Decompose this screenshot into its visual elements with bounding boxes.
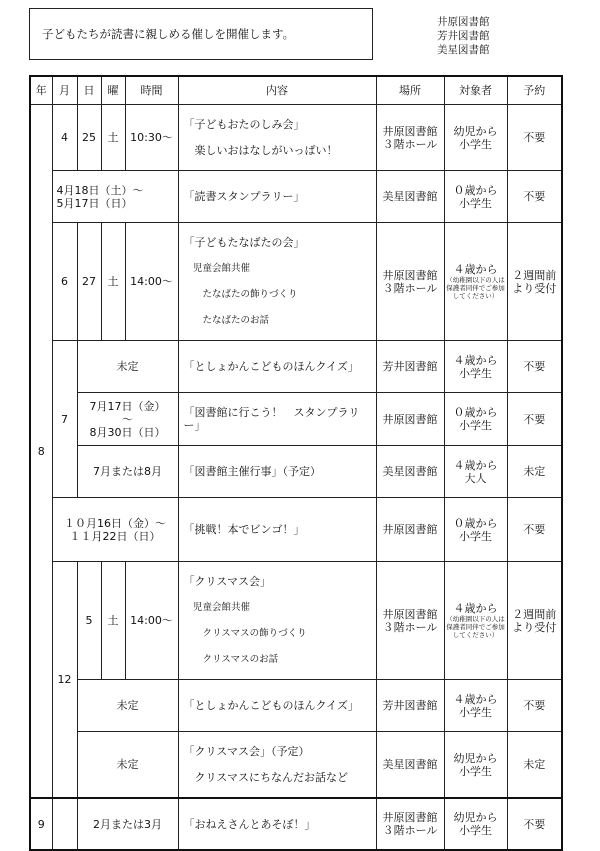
target-cell: ０歳から 小学生 [444,171,507,223]
month-cell: 7 [52,341,77,498]
table-row [30,223,562,341]
table-row [30,680,562,732]
content-line: たなばたの飾りづくり [183,289,298,300]
date-cell: １０月16日（金）～ １１月22日（日） [52,498,178,562]
header-target: 対象者 [444,76,507,105]
content-line: クリスマスのお話 [183,654,279,665]
month-cell: 6 [52,223,77,341]
content-line: 児童会館共催 [183,263,251,274]
header-weekday: 曜 [101,76,125,105]
time-cell: 14:00～ [125,223,178,341]
content-cell [178,732,376,799]
header-content: 内容 [178,76,376,105]
content-cell [178,798,376,850]
target-cell: ０歳から 小学生 [444,498,507,562]
place-cell: 美星図書館 [376,171,444,223]
date-cell: 7月または8月 [77,446,178,498]
target-cell [444,223,507,341]
content-line: 「としょかんこどものほんクイズ」 [183,699,359,712]
target-cell: 幼児から 小学生 [444,798,507,850]
content-line: 「クリスマス会」（予定） [183,745,310,758]
place-cell: 井原図書館 [376,498,444,562]
content-line: 「クリスマス会」 [183,575,272,588]
date-cell: 7月17日（金） ～ 8月30日（日） [77,393,178,446]
day-cell: 5 [77,562,101,680]
reserve-cell: 未定 [507,446,562,498]
table-row [30,562,562,680]
intro-text: 子どもたちが読書に親しめる催しを開催します。 [42,27,295,41]
table-row [30,798,562,850]
year-cell: 9 [30,798,52,850]
intro-box [29,8,373,60]
content-line: 「としょかんこどものほんクイズ」 [183,360,359,373]
table-row [30,341,562,393]
place-cell: 芳井図書館 [376,680,444,732]
reserve-cell: ２週間前 より受付 [507,223,562,341]
target-note: （幼稚園以下の人は保護者同伴でご参加してください） [446,276,505,300]
target-cell: 幼児から 小学生 [444,732,507,799]
header-row [30,76,562,105]
reserve-cell: 不要 [507,798,562,850]
content-line: 「子どもたなばたの会」 [183,236,305,249]
content-line: 「読書スタンプラリー」 [183,190,305,203]
place-cell: 美星図書館 [376,446,444,498]
content-cell [178,223,376,341]
target-text: ４歳から [453,263,498,276]
content-cell [178,446,376,498]
target-cell [444,562,507,680]
header-time: 時間 [125,76,178,105]
time-cell: 14:00～ [125,562,178,680]
header-place: 場所 [376,76,444,105]
place-cell: 芳井図書館 [376,341,444,393]
date-cell: 未定 [77,341,178,393]
target-cell: 幼児から 小学生 [444,105,507,171]
date-cell: 未定 [77,732,178,799]
table-row [30,393,562,446]
header-reserve: 予約 [507,76,562,105]
content-line: 「おねえさんとあそぼ！」 [183,817,316,831]
date-cell: 未定 [77,680,178,732]
table-row [30,498,562,562]
weekday-cell: 土 [101,223,125,341]
content-line: 児童会館共催 [183,602,251,613]
table-row [30,105,562,171]
content-cell [178,341,376,393]
reserve-cell: 不要 [507,105,562,171]
reserve-cell: 不要 [507,680,562,732]
target-cell: ０歳から 小学生 [444,393,507,446]
header-year: 年 [30,76,52,105]
content-line: 「図書館主催行事」（予定） [183,465,321,478]
header-month: 月 [52,76,77,105]
target-cell: ４歳から 小学生 [444,680,507,732]
content-line: たなばたのお話 [183,315,270,326]
content-cell [178,105,376,171]
content-cell [178,171,376,223]
month-cell: 12 [52,562,77,799]
table-row [30,732,562,799]
day-cell: 27 [77,223,101,341]
place-cell: 井原図書館 ３階ホール [376,105,444,171]
content-cell [178,680,376,732]
place-cell: 井原図書館 ３階ホール [376,798,444,850]
date-cell: 2月または3月 [77,798,178,850]
table-row [30,171,562,223]
content-cell [178,393,376,446]
content-line: 「挑戦！本でビンゴ！」 [183,523,305,536]
date-cell: 4月18日（土）～ 5月17日（日） [52,171,178,223]
weekday-cell: 土 [101,562,125,680]
day-cell: 25 [77,105,101,171]
library-list [437,15,490,57]
place-cell: 井原図書館 [376,393,444,446]
reserve-cell: 不要 [507,341,562,393]
weekday-cell: 土 [101,105,125,171]
target-cell: ４歳から 小学生 [444,341,507,393]
reserve-cell: ２週間前 より受付 [507,562,562,680]
reserve-cell: 未定 [507,732,562,799]
schedule-table [29,75,563,851]
reserve-cell: 不要 [507,393,562,446]
place-cell: 井原図書館 ３階ホール [376,562,444,680]
time-cell: 10:30～ [125,105,178,171]
library-name: 美星図書館 [437,44,490,56]
place-cell: 井原図書館 ３階ホール [376,223,444,341]
content-line: クリスマスにちなんだお話など [183,771,349,784]
content-cell [178,562,376,680]
content-cell [178,498,376,562]
reserve-cell: 不要 [507,171,562,223]
content-line: 「子どもおたのしみ会」 [183,118,305,131]
content-line: クリスマスの飾りづくり [183,628,307,639]
library-name: 芳井図書館 [437,30,490,42]
library-name: 井原図書館 [437,16,490,28]
month-cell [52,798,77,850]
header-day: 日 [77,76,101,105]
year-cell: 8 [30,105,52,799]
target-note: （幼稚園以下の人は保護者同伴でご参加してください） [446,615,505,639]
reserve-cell: 不要 [507,498,562,562]
month-cell: 4 [52,105,77,171]
content-line: 「図書館に行こう！ スタンプラリー」 [183,406,360,432]
table-row [30,446,562,498]
target-cell: ４歳から 大人 [444,446,507,498]
content-line: 楽しいおはなしがいっぱい！ [183,144,338,157]
place-cell: 美星図書館 [376,732,444,799]
target-text: ４歳から [453,602,498,615]
